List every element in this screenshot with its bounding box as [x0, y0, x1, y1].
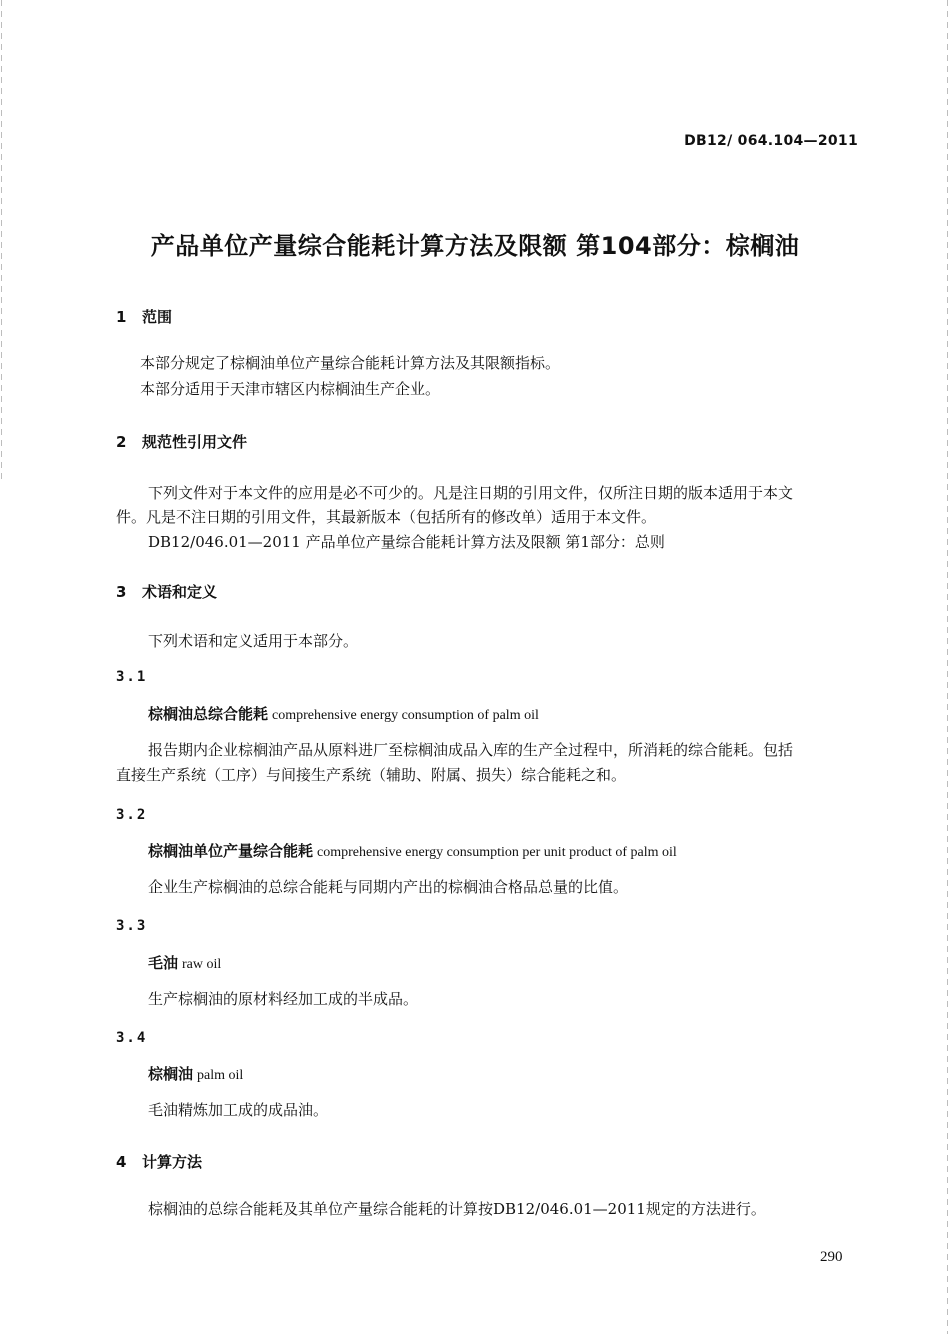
term-3-1-definition-line-2: 直接生产系统（工序）与间接生产系统（辅助、附属、损失）综合能耗之和。 [116, 766, 627, 784]
section-2-heading [116, 431, 247, 452]
term-chinese: 毛油 [148, 954, 179, 972]
term-english: palm oil [197, 1068, 244, 1083]
normative-reference: DB12/046.01—2011 产品单位产量综合能耗计算方法及限额 第1部分：总则 [148, 533, 665, 551]
term-english: raw oil [182, 957, 222, 972]
scan-edge-right [947, 0, 948, 1334]
term-chinese: 棕榈油总综合能耗 [148, 705, 269, 723]
term-3-3 [148, 952, 221, 973]
page-title: 产品单位产量综合能耗计算方法及限额 第104部分：棕榈油 [150, 232, 800, 260]
section-4-heading [116, 1151, 202, 1172]
section-title: 计算方法 [142, 1153, 203, 1171]
section-3-heading [116, 581, 217, 602]
section-3-intro: 下列术语和定义适用于本部分。 [148, 632, 359, 650]
term-3-4 [148, 1063, 243, 1084]
term-chinese: 棕榈油单位产量综合能耗 [148, 842, 314, 860]
section-number: 4 [116, 1153, 127, 1171]
section-title: 规范性引用文件 [142, 433, 248, 451]
term-english: comprehensive energy consumption per unit product of palm oil [317, 845, 677, 860]
term-3-4-definition: 毛油精炼加工成的成品油。 [148, 1101, 329, 1119]
page-number: 290 [820, 1249, 843, 1265]
term-3-1 [148, 703, 539, 724]
term-chinese: 棕榈油 [148, 1065, 194, 1083]
term-3-4-number: 3.4 [116, 1030, 148, 1046]
term-3-3-number: 3.3 [116, 918, 148, 934]
term-3-1-number: 3.1 [116, 669, 148, 685]
document-number: DB12/ 064.104—2011 [684, 133, 858, 149]
section-2-paragraph-line-1: 下列文件对于本文件的应用是必不可少的。凡是注日期的引用文件，仅所注日期的版本适用于本文 [148, 484, 794, 502]
section-title: 范围 [142, 308, 173, 326]
section-1-paragraph-1: 本部分规定了棕榈油单位产量综合能耗计算方法及其限额指标。 [140, 354, 561, 372]
term-3-2 [148, 840, 677, 861]
section-number: 2 [116, 433, 127, 451]
term-english: comprehensive energy consumption of palm oil [272, 708, 539, 723]
section-number: 1 [116, 308, 127, 326]
section-title: 术语和定义 [142, 583, 218, 601]
section-1-heading [116, 306, 172, 327]
section-4-paragraph: 棕榈油的总综合能耗及其单位产量综合能耗的计算按DB12/046.01—2011规定的方法进行。 [148, 1200, 766, 1218]
section-1-paragraph-2: 本部分适用于天津市辖区内棕榈油生产企业。 [140, 380, 441, 398]
term-3-1-definition-line-1: 报告期内企业棕榈油产品从原料进厂至棕榈油成品入库的生产全过程中，所消耗的综合能耗。包括 [148, 741, 794, 759]
term-3-2-number: 3.2 [116, 807, 148, 823]
term-3-3-definition: 生产棕榈油的原材料经加工成的半成品。 [148, 990, 419, 1008]
section-2-paragraph-line-2: 件。凡是不注日期的引用文件，其最新版本（包括所有的修改单）适用于本文件。 [116, 508, 657, 526]
section-number: 3 [116, 583, 127, 601]
term-3-2-definition: 企业生产棕榈油的总综合能耗与同期内产出的棕榈油合格品总量的比值。 [148, 878, 629, 896]
